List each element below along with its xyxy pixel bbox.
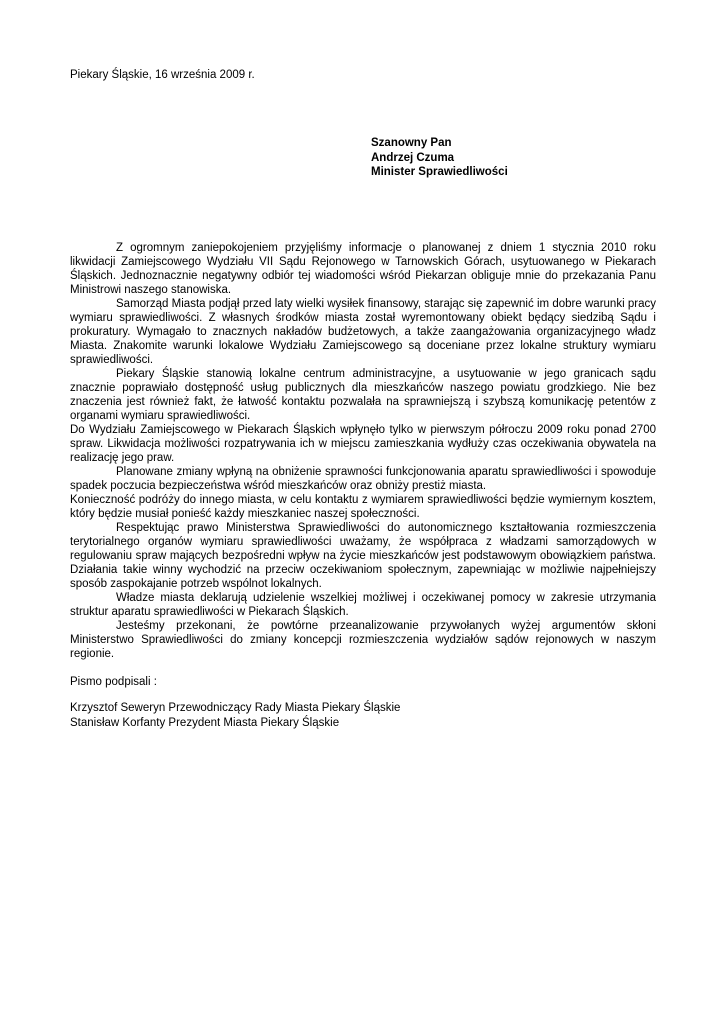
signed-intro: Pismo podpisali : [70, 676, 157, 688]
body-paragraph: Konieczność podróży do innego miasta, w celu kontaktu z wymiarem sprawiedliwości będzie wymiernym kosztem, który będzie musiał ponieść każdy mieszkaniec naszej społeczności. [70, 494, 656, 520]
addressee-block [371, 136, 508, 180]
signatory: Stanisław Korfanty Prezydent Miasta Piekary Śląskie [70, 716, 340, 729]
addressee-salutation: Szanowny Pan [371, 137, 452, 149]
letter-body [70, 241, 656, 661]
body-paragraph: Władze miasta deklarują udzielenie wszelkiej możliwej i oczekiwanej pomocy w zakresie utrzymania struktur aparatu sprawiedliwości w Piekarach Śląskich. [70, 592, 656, 618]
signatory: Krzysztof Seweryn Przewodniczący Rady Miasta Piekary Śląskie [70, 702, 401, 714]
body-paragraph: Piekary Śląskie stanowią lokalne centrum administracyjne, a usytuowanie w jego granicach sądu znacznie poprawiało dostępność usług publicznych dla mieszkańców naszego powiatu grodzkiego. Nie bez znaczenia jest również fakt, że łatwość kontaktu pozwalała na sprawniejszą i szybszą komunikację petentów z organami wymiaru sprawiedliwości. [70, 368, 656, 422]
signatories-block [70, 701, 400, 730]
body-paragraph: Planowane zmiany wpłyną na obniżenie sprawności funkcjonowania aparatu sprawiedliwości i spowoduje spadek poczucia bezpieczeństwa wśród mieszkańców oraz obniży prestiż miasta. [70, 466, 656, 492]
body-paragraph: Respektując prawo Ministerstwa Sprawiedliwości do autonomicznego kształtowania rozmieszczenia terytorialnego organów wymiaru sprawiedliwości uważamy, że współpraca z władzami samorządowych w regulowaniu spraw mających bezpośredni wpływ na życie mieszkańców jest podstawowym obowiązkiem państwa. Działania takie winny wychodzić na przeciw oczekiwaniom społecznym, zapewniając w możliwie najpełniejszy sposób zaspokajanie potrzeb wspólnot lokalnych. [70, 522, 656, 590]
body-paragraph: Jesteśmy przekonani, że powtórne przeanalizowanie przywołanych wyżej argumentów skłoni Ministerstwo Sprawiedliwości do zmiany koncepcji rozmieszczenia wydziałów sądów rejonowych w naszym regionie. [70, 620, 656, 660]
body-paragraph: Do Wydziału Zamiejscowego w Piekarach Śląskich wpłynęło tylko w pierwszym półroczu 2009 roku ponad 2700 spraw. Likwidacja możliwości rozpatrywania ich w miejscu zamieszkania wydłuży czas oczekiwania obywatela na realizację jego praw. [70, 424, 656, 464]
body-paragraph: Samorząd Miasta podjął przed laty wielki wysiłek finansowy, starając się zapewnić im dobre warunki pracy wymiaru sprawiedliwości. Z własnych środków miasta został wyremontowany obiekt będący siedzibą Sądu i prokuratury. Wymagało to znacznych nakładów budżetowych, a także zaangażowania organizacyjnego władz Miasta. Znakomite warunki lokalowe Wydziału Zamiejscowego są doceniane przez lokalne struktury wymiaru sprawiedliwości. [70, 298, 656, 366]
addressee-title: Minister Sprawiedliwości [371, 166, 508, 178]
addressee-name: Andrzej Czuma [371, 151, 455, 164]
place-and-date: Piekary Śląskie, 16 września 2009 r. [70, 69, 255, 81]
body-paragraph: Z ogromnym zaniepokojeniem przyjęliśmy informacje o planowanej z dniem 1 stycznia 2010 roku likwidacji Zamiejscowego Wydziału VII Sądu Rejonowego w Tarnowskich Górach, usytuowanego w Piekarach Śląskich. Jednoznacznie negatywny odbiór tej wiadomości wśród Piekarzan obliguje mnie do przekazania Panu Ministrowi naszego stanowiska. [70, 242, 656, 296]
